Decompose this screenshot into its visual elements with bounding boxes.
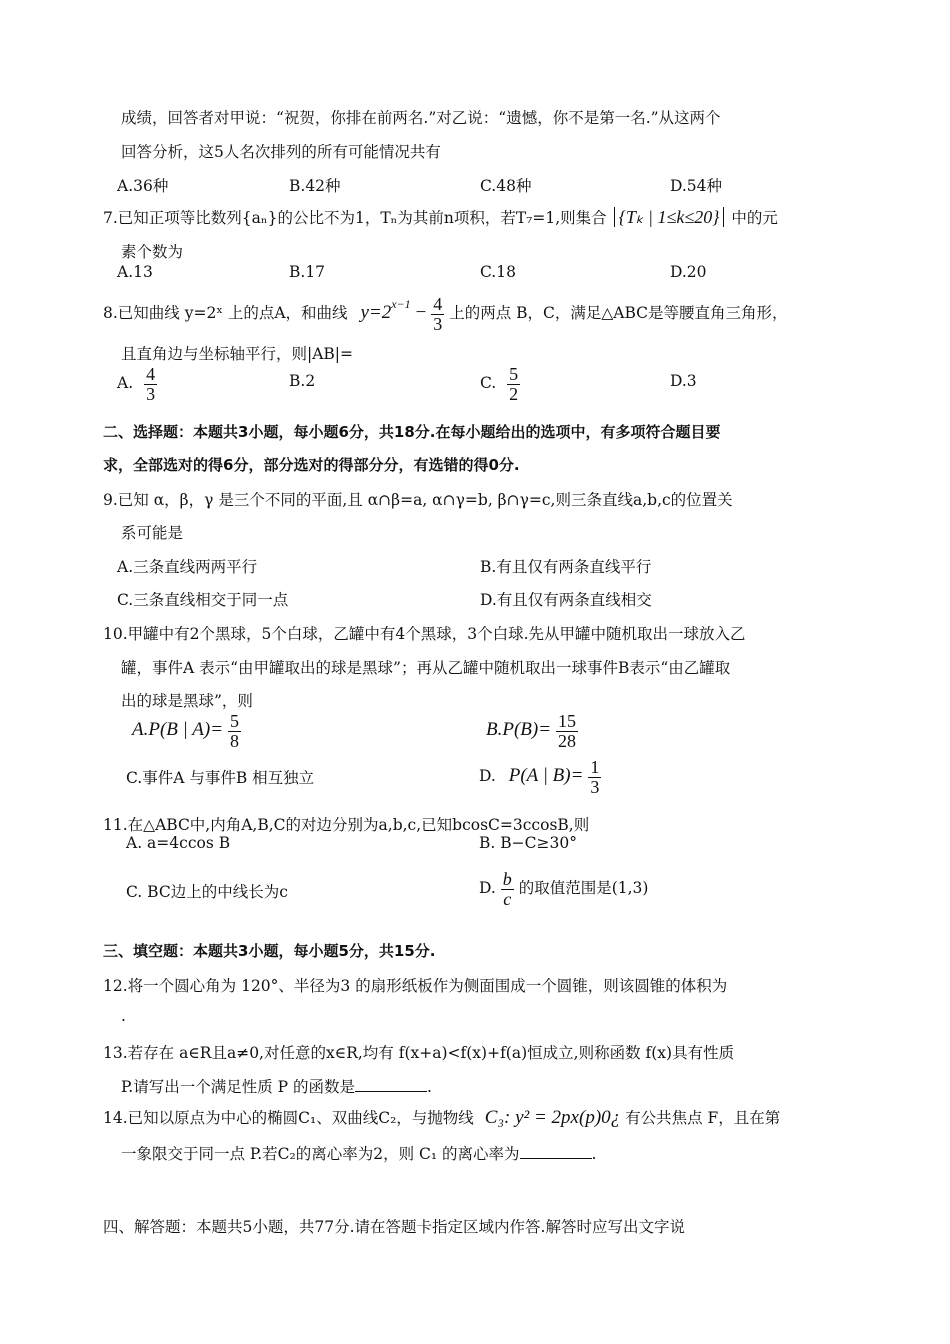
q6-option-b: B.42种 [289, 177, 341, 195]
q10-line3: 出的球是黑球”，则 [121, 692, 253, 710]
q14-answer-blank [520, 1144, 592, 1159]
q10-option-a [132, 708, 241, 752]
q10-option-d [479, 754, 601, 798]
q10-option-b-numerator: 15 [557, 710, 576, 731]
q11-option-d-fraction [501, 870, 514, 909]
q8-line1 [103, 286, 788, 334]
q10-option-d-label: D. [479, 767, 496, 785]
q14-line2 [121, 1142, 596, 1164]
q8-option-a-numerator: 4 [146, 363, 156, 384]
q8-curve-y: y=2 [360, 302, 392, 324]
q6-line1: 成绩，回答者对甲说：“祝贺，你排在前两名.”对乙说：“遗憾，你不是第一名.”从这两个 [121, 109, 721, 127]
q8-option-a-label: A. [117, 374, 134, 392]
q10-line1: 10.甲罐中有2个黑球，5个白球，乙罐中有4个黑球，3个白球.先从甲罐中随机取出一球放入乙 [103, 625, 746, 643]
q14-text-tail: 有公共焦点 F，且在第 [625, 1109, 781, 1127]
q10-option-b-denominator: 28 [557, 730, 576, 751]
q9-line2: 系可能是 [121, 524, 184, 542]
q9-option-c: C.三条直线相交于同一点 [117, 591, 289, 609]
q10-option-a-fraction [228, 712, 241, 751]
section2-heading-line2: 求，全部选对的得6分，部分选对的得部分分，有选错的得0分. [103, 456, 520, 474]
q7-option-c: C.18 [480, 263, 516, 281]
q8-line2: 且直角边与坐标轴平行，则|AB|= [121, 345, 354, 363]
q10-option-d-denominator: 3 [590, 776, 600, 797]
q8-option-c [480, 362, 520, 404]
q8-curve-denominator: 3 [433, 313, 443, 334]
q6-line2: 回答分析，这5人名次排列的所有可能情况共有 [121, 143, 441, 161]
q12-line1: 12.将一个圆心角为 120°、半径为3 的扇形纸板作为侧面围成一个圆锥，则该圆锥的体积为 [103, 977, 728, 995]
q11-option-d [479, 866, 648, 910]
q10-option-b-expression: B.P(B)= [486, 719, 552, 740]
q10-option-d-numerator: 1 [590, 756, 600, 777]
q11-option-c: C. BC边上的中线长为c [126, 883, 288, 901]
q11-line1: 11.在△ABC中,内角A,B,C的对边分别为a,b,c,已知bcosC=3ccosB,则 [103, 816, 590, 834]
q7-text: 7.已知正项等比数列{aₙ}的公比不为1，Tₙ为其前n项积，若T₇=1,则集合 [103, 209, 607, 227]
q8-text-tail: 上的两点 B，C，满足△ABC是等腰直角三角形， [449, 304, 788, 323]
q11-option-d-text: 的取值范围是(1,3) [518, 879, 649, 897]
q10-option-b [486, 708, 578, 752]
q8-option-c-label: C. [480, 374, 497, 392]
q8-curve-numerator: 4 [433, 293, 443, 314]
q13-answer-blank [355, 1077, 427, 1092]
q11-option-a: A. a=4ccos B [126, 834, 231, 852]
q8-option-b: B.2 [289, 372, 316, 390]
q6-option-d: D.54种 [670, 177, 723, 195]
q10-option-b-fraction [556, 712, 578, 751]
q13-text: P.请写出一个满足性质 P 的函数是 [121, 1078, 355, 1096]
q7-option-b: B.17 [289, 263, 326, 281]
q8-option-a-denominator: 3 [146, 383, 156, 404]
q8-option-a [117, 362, 157, 404]
q14-text-line2-tail: . [591, 1145, 597, 1163]
section4-heading: 四、解答题：本题共5小题，共77分.请在答题卡指定区域内作答.解答时应写出文字说 [103, 1218, 685, 1236]
q13-line2 [121, 1075, 432, 1097]
q6-option-a: A.36种 [117, 177, 169, 195]
q8-option-c-numerator: 5 [509, 363, 519, 384]
q9-line1: 9.已知 α，β，γ 是三个不同的平面,且 α∩β=a, α∩γ=b, β∩γ=c,则三条直线a,b,c的位置关 [103, 491, 733, 509]
q14-text: 14.已知以原点为中心的椭圆C₁、双曲线C₂，与抛物线 [103, 1109, 474, 1127]
q7-option-a: A.13 [117, 263, 153, 281]
q11-option-d-label: D. [479, 879, 496, 897]
section2-heading-line1: 二、选择题：本题共3小题，每小题6分，共18分.在每小题给出的选项中，有多项符合题目要 [103, 423, 721, 441]
q10-option-d-expression: P(A | B)= [508, 765, 584, 786]
q10-line2: 罐，事件A 表示“由甲罐取出的球是黑球”；再从乙罐中随机取出一球事件B表示“由乙罐取 [121, 659, 731, 677]
q11-option-d-numerator: b [502, 868, 512, 889]
q13-text-tail: . [427, 1078, 432, 1096]
q10-option-a-expression: A.P(B | A)= [132, 719, 224, 740]
q9-option-b: B.有且仅有两条直线平行 [480, 558, 652, 576]
q7-option-d: D.20 [670, 263, 707, 281]
section3-heading: 三、填空题：本题共3小题，每小题5分，共15分. [103, 942, 436, 960]
q14-line1 [103, 1100, 780, 1136]
q11-option-b: B. B−C≥30° [479, 834, 577, 852]
q10-option-c: C.事件A 与事件B 相互独立 [126, 769, 315, 787]
q8-curve-fraction [431, 295, 444, 334]
q7-text-tail: 中的元 [731, 209, 778, 227]
q10-option-a-denominator: 8 [229, 730, 239, 751]
q8-option-c-denominator: 2 [509, 383, 519, 404]
q13-line1: 13.若存在 a∈R且a≠0,对任意的x∈R,均有 f(x+a)<f(x)+f(a)恒成立,则称函数 f(x)具有性质 [103, 1044, 735, 1062]
q8-text: 8.已知曲线 y=2ˣ 上的点A，和曲线 [103, 304, 348, 323]
q8-curve-minus: − [415, 302, 427, 324]
q8-curve-exponent: x−1 [391, 297, 411, 311]
q7-line2: 素个数为 [121, 243, 184, 261]
q7-set-expression: {Tₖ | 1≤k≤20} [614, 207, 725, 227]
q8-option-c-fraction [507, 365, 520, 404]
q9-option-d: D.有且仅有两条直线相交 [480, 591, 652, 609]
q12-line2: . [121, 1007, 126, 1025]
q10-option-a-numerator: 5 [229, 710, 239, 731]
q14-text-line2: 一象限交于同一点 P.若C₂的离心率为2，则 C₁ 的离心率为 [121, 1145, 520, 1163]
q6-option-c: C.48种 [480, 177, 532, 195]
q9-option-a: A.三条直线两两平行 [117, 558, 258, 576]
q7-line1 [103, 206, 778, 228]
q11-option-d-denominator: c [503, 888, 512, 909]
q10-option-d-fraction [588, 758, 601, 797]
q8-option-d: D.3 [670, 372, 697, 390]
q14-parabola-expression: C₃: y² = 2px(p)0¿ [484, 1107, 621, 1128]
q8-option-a-fraction [144, 365, 157, 404]
